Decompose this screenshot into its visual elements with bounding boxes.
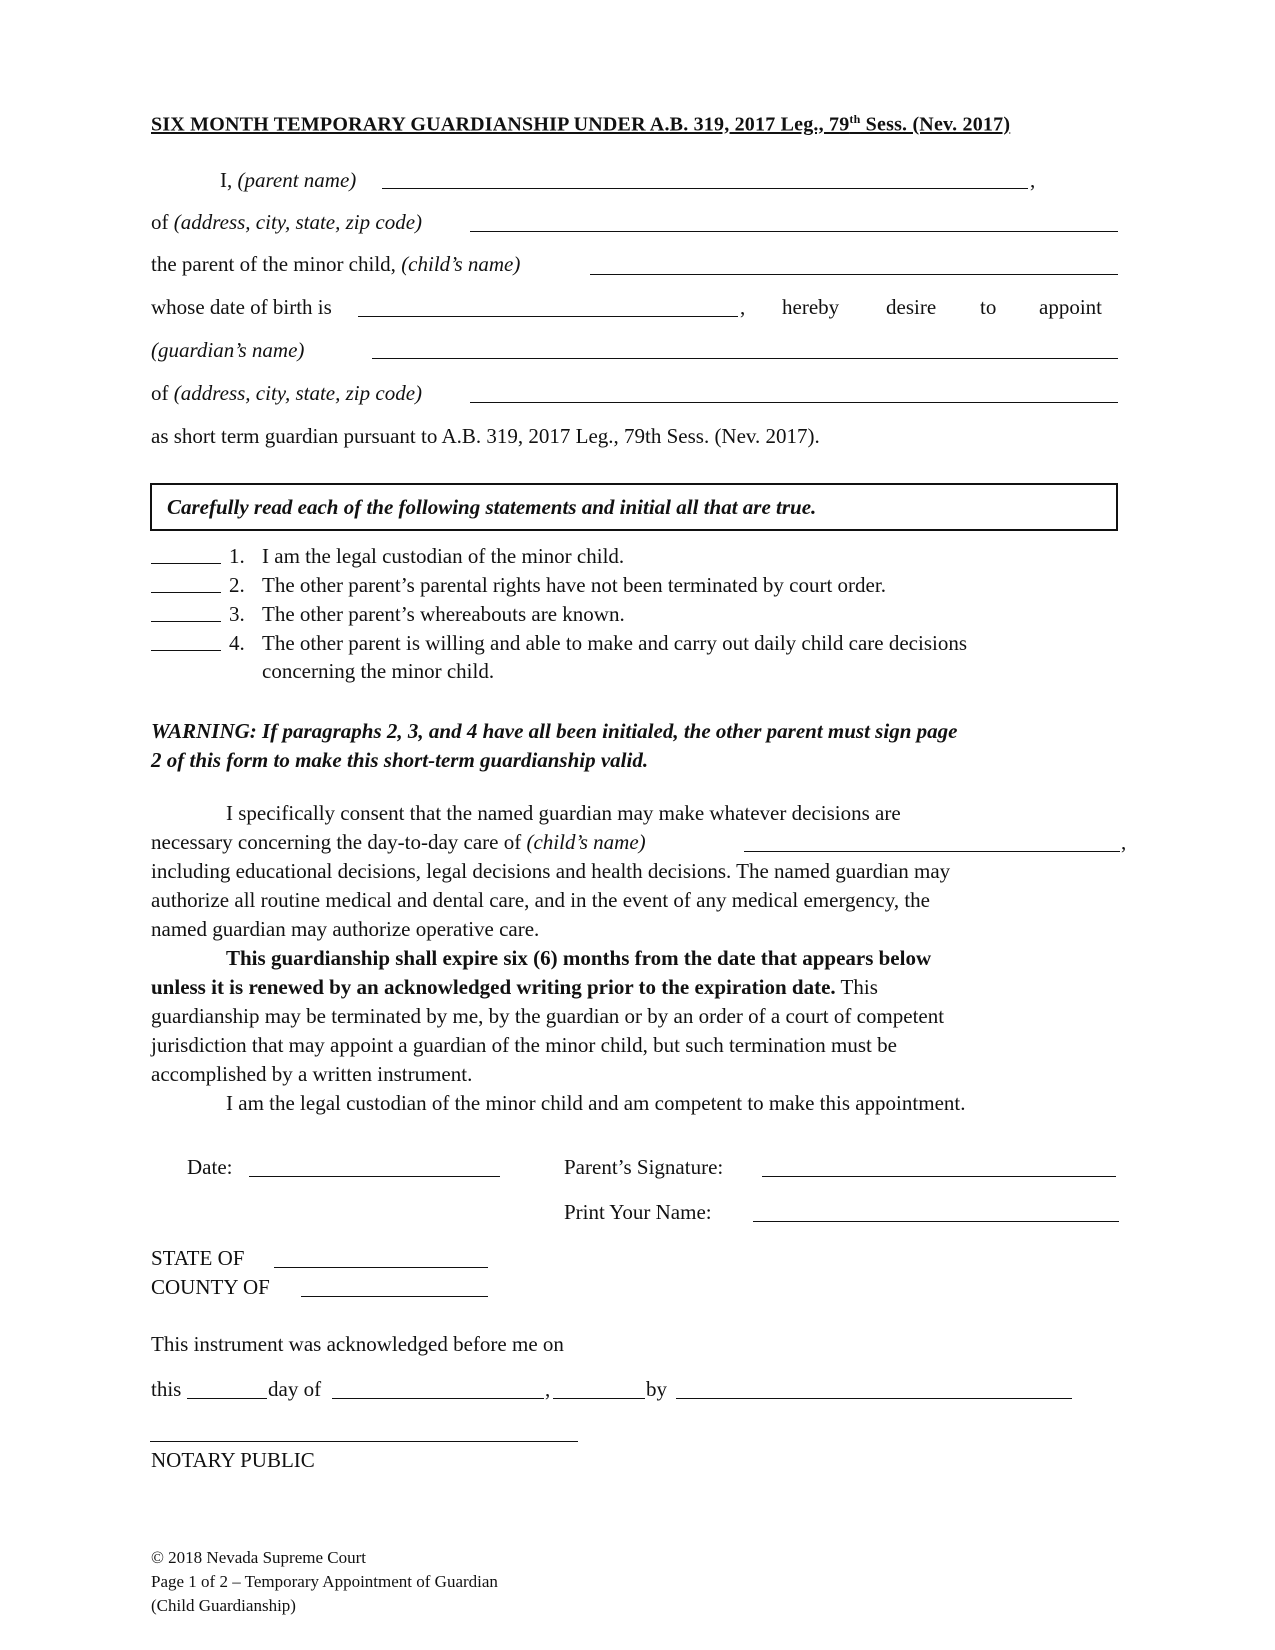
title-rest: Sess. (Nev. 2017) bbox=[860, 113, 1011, 136]
statement-number: 3. bbox=[229, 602, 245, 626]
parent-signature-field[interactable] bbox=[762, 1176, 1116, 1177]
this-label: this bbox=[151, 1377, 182, 1401]
dob-field[interactable] bbox=[358, 316, 738, 317]
title-main: SIX MONTH TEMPORARY GUARDIANSHIP UNDER A.B. 319, 2017 Leg., 79 bbox=[151, 113, 850, 136]
statement-text: The other parent’s parental rights have not been terminated by court order. bbox=[262, 573, 886, 597]
child-name-label bbox=[151, 252, 520, 277]
expiry-line bbox=[151, 975, 878, 1000]
child-name-hint: (child’s name) bbox=[401, 252, 521, 276]
statement-text: I am the legal custodian of the minor child. bbox=[262, 544, 625, 568]
parent-name-hint: (parent name) bbox=[237, 168, 357, 192]
consent-line: named guardian may authorize operative care. bbox=[151, 917, 540, 941]
parent-signature-label: Parent’s Signature: bbox=[564, 1155, 724, 1179]
statement-number: 4. bbox=[229, 631, 245, 655]
statement-number: 1. bbox=[229, 544, 245, 568]
county-label: COUNTY OF bbox=[151, 1275, 270, 1299]
date-label: Date: bbox=[187, 1155, 233, 1179]
print-name-field[interactable] bbox=[753, 1221, 1119, 1222]
notary-comma: , bbox=[545, 1377, 551, 1401]
state-label: STATE OF bbox=[151, 1246, 245, 1270]
parent-name-label bbox=[220, 168, 356, 193]
day-of-label: day of bbox=[268, 1377, 322, 1401]
date-field[interactable] bbox=[249, 1176, 500, 1177]
expiry-line: jurisdiction that may appoint a guardian of the minor child, but such termination must be bbox=[151, 1033, 897, 1057]
appoint-word: appoint bbox=[1039, 295, 1102, 319]
acknowledgment-text: This instrument was acknowledged before me on bbox=[151, 1332, 564, 1356]
consent-child-name-field[interactable] bbox=[744, 851, 1120, 852]
guardian-name-hint: (guardian’s name) bbox=[151, 338, 305, 362]
page-title bbox=[151, 112, 1010, 137]
statement-text: The other parent is willing and able to make and carry out daily child care decisions bbox=[262, 631, 968, 655]
initial-field-1[interactable] bbox=[151, 563, 221, 564]
by-name-field[interactable] bbox=[676, 1398, 1072, 1399]
i-label: I, bbox=[220, 168, 238, 192]
notary-signature-field[interactable] bbox=[150, 1441, 578, 1442]
custodian-statement: I am the legal custodian of the minor child and am competent to make this appointment. bbox=[226, 1091, 966, 1115]
county-field[interactable] bbox=[301, 1296, 488, 1297]
pursuant-text: as short term guardian pursuant to A.B. 319, 2017 Leg., 79th Sess. (Nev. 2017). bbox=[151, 424, 820, 448]
dob-comma: , bbox=[740, 295, 746, 319]
of-label-2: of bbox=[151, 381, 174, 405]
warning-line: WARNING: If paragraphs 2, 3, and 4 have all been initialed, the other parent must sign page bbox=[151, 719, 958, 743]
print-name-label: Print Your Name: bbox=[564, 1200, 712, 1224]
initial-field-4[interactable] bbox=[151, 650, 221, 651]
expiry-text: This bbox=[835, 975, 878, 999]
by-label: by bbox=[646, 1377, 667, 1401]
consent-line bbox=[151, 830, 646, 855]
to-word: to bbox=[980, 295, 997, 319]
warning-text bbox=[151, 717, 957, 775]
consent-line: authorize all routine medical and dental care, and in the event of any medical emergency, the bbox=[151, 888, 930, 912]
hereby-word: hereby bbox=[782, 295, 840, 319]
year-field[interactable] bbox=[553, 1398, 645, 1399]
child-name-field[interactable] bbox=[590, 274, 1118, 275]
instructions-text: Carefully read each of the following statements and initial all that are true. bbox=[167, 495, 817, 519]
footer-copyright: © 2018 Nevada Supreme Court bbox=[151, 1548, 366, 1567]
day-field[interactable] bbox=[187, 1398, 267, 1399]
state-field[interactable] bbox=[274, 1267, 488, 1268]
guardian-address-hint: (address, city, state, zip code) bbox=[173, 381, 423, 405]
month-field[interactable] bbox=[332, 1398, 544, 1399]
footer-page-info: Page 1 of 2 – Temporary Appointment of Guardian bbox=[151, 1572, 498, 1591]
dob-label: whose date of birth is bbox=[151, 295, 332, 319]
statement-text: The other parent’s whereabouts are known. bbox=[262, 602, 625, 626]
instructions-box bbox=[150, 483, 1118, 531]
address-field[interactable] bbox=[470, 231, 1118, 232]
initial-field-3[interactable] bbox=[151, 621, 221, 622]
parent-of-label: the parent of the minor child, bbox=[151, 252, 402, 276]
page-footer bbox=[151, 1546, 498, 1618]
desire-word: desire bbox=[886, 295, 937, 319]
warning-line: 2 of this form to make this short-term guardianship valid. bbox=[151, 748, 649, 772]
consent-text: necessary concerning the day-to-day care of bbox=[151, 830, 527, 854]
expiry-line: guardianship may be terminated by me, by the guardian or by an order of a court of competent bbox=[151, 1004, 945, 1028]
consent-comma: , bbox=[1121, 830, 1127, 854]
guardian-address-label bbox=[151, 381, 422, 406]
guardian-name-field[interactable] bbox=[372, 358, 1118, 359]
guardian-address-field[interactable] bbox=[470, 402, 1118, 403]
expiry-bold-text: unless it is renewed by an acknowledged writing prior to the expiration date. bbox=[151, 975, 836, 999]
parent-name-field[interactable] bbox=[382, 188, 1028, 189]
address-label bbox=[151, 210, 422, 235]
initial-field-2[interactable] bbox=[151, 592, 221, 593]
consent-line: including educational decisions, legal decisions and health decisions. The named guardian may bbox=[151, 859, 951, 883]
consent-line: I specifically consent that the named guardian may make whatever decisions are bbox=[226, 801, 901, 825]
title-superscript: th bbox=[849, 112, 861, 126]
expiry-line: This guardianship shall expire six (6) months from the date that appears below bbox=[226, 946, 932, 970]
footer-form-type: (Child Guardianship) bbox=[151, 1596, 296, 1615]
expiry-line: accomplished by a written instrument. bbox=[151, 1062, 473, 1086]
parent-name-comma: , bbox=[1030, 168, 1036, 192]
notary-public-label: NOTARY PUBLIC bbox=[151, 1448, 315, 1472]
statement-number: 2. bbox=[229, 573, 245, 597]
statement-text-continued: concerning the minor child. bbox=[262, 659, 495, 683]
of-label: of bbox=[151, 210, 174, 234]
address-hint: (address, city, state, zip code) bbox=[173, 210, 423, 234]
consent-child-name-hint: (child’s name) bbox=[526, 830, 646, 854]
